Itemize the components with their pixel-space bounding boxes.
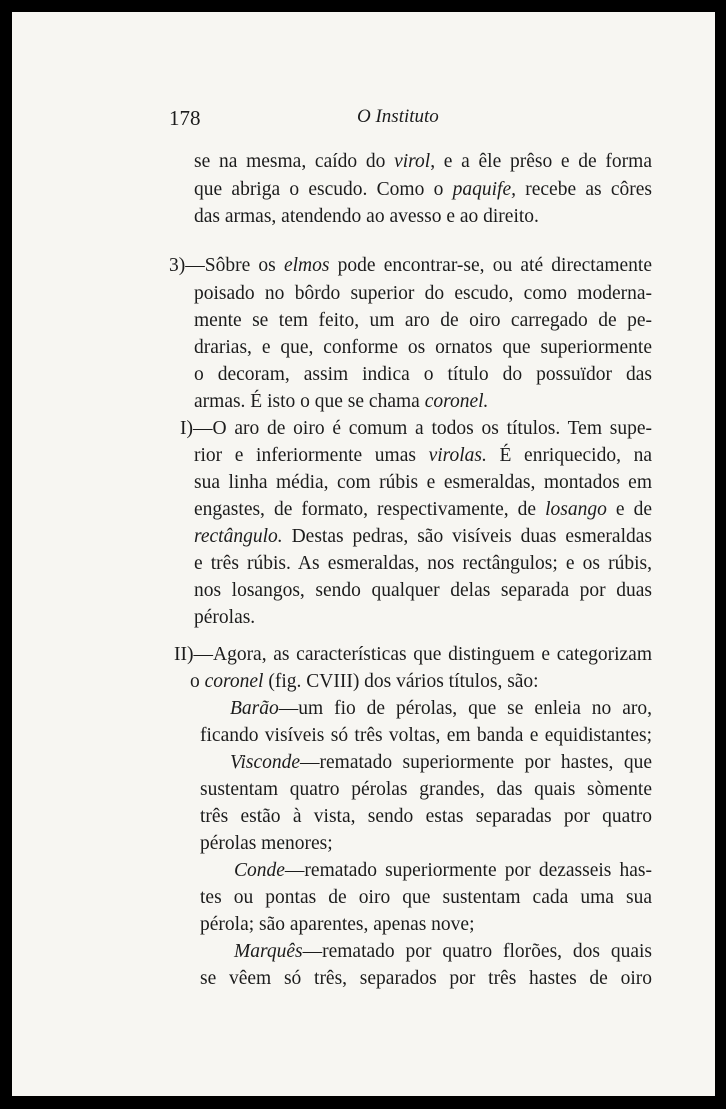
text-line bbox=[200, 966, 652, 992]
text-line bbox=[194, 443, 652, 469]
text-run: tes ou pontas de oiro que sustentam cada uma sua bbox=[200, 887, 652, 908]
text-line bbox=[194, 308, 652, 334]
text-line bbox=[200, 723, 652, 749]
italic-term: virol bbox=[394, 151, 431, 172]
text-run: —um fio de pérolas, que se enleia no aro, bbox=[278, 698, 652, 719]
text-run: drarias, e que, conforme os ornatos que superiormente bbox=[194, 337, 652, 358]
text-run: três estão à vista, sendo estas separadas por quatro bbox=[200, 806, 652, 827]
text-run: sua linha média, com rúbis e esmeraldas, montados em bbox=[194, 472, 652, 493]
text-line bbox=[174, 642, 652, 668]
italic-term: elmos bbox=[283, 255, 330, 276]
text-run: nos losangos, sendo qualquer delas separada por duas bbox=[194, 580, 652, 601]
text-line bbox=[194, 177, 652, 203]
text-run: o bbox=[190, 671, 205, 692]
book-page bbox=[12, 12, 715, 1096]
text-line bbox=[200, 804, 652, 830]
italic-term: Barão bbox=[230, 698, 279, 719]
text-line bbox=[180, 416, 652, 442]
italic-term: coronel bbox=[204, 671, 264, 692]
text-run: ficando visíveis só três voltas, em banda e equidistantes; bbox=[200, 725, 652, 746]
text-run: engastes, de formato, respectivamente, de bbox=[194, 499, 546, 520]
text-line bbox=[194, 524, 652, 550]
text-line bbox=[190, 669, 539, 695]
text-run: pérolas. bbox=[194, 607, 256, 628]
text-run: armas. É isto o que se chama bbox=[194, 391, 425, 412]
text-line bbox=[194, 335, 652, 361]
text-run: , e a êle prêso e de forma bbox=[430, 151, 652, 172]
text-line bbox=[194, 362, 652, 388]
page-number: 178 bbox=[169, 106, 201, 130]
text-line bbox=[200, 885, 652, 911]
text-line bbox=[194, 497, 652, 523]
text-line bbox=[194, 578, 652, 604]
text-run: II)—Agora, as características que distinguem e categorizam bbox=[174, 644, 652, 665]
text-run: mente se tem feito, um aro de oiro carregado de pe- bbox=[194, 310, 652, 331]
text-line bbox=[234, 858, 652, 884]
text-line bbox=[194, 281, 652, 307]
text-run: (fig. CVIII) dos vários títulos, são: bbox=[263, 671, 539, 692]
text-run: poisado no bôrdo superior do escudo, como moderna- bbox=[194, 283, 652, 304]
page-header bbox=[12, 106, 715, 132]
text-run: o decoram, assim indica o título do possuïdor das bbox=[194, 364, 652, 385]
text-run: e três rúbis. As esmeraldas, nos rectângulos; e os rúbis, bbox=[194, 553, 652, 574]
text-run: Destas pedras, são visíveis duas esmeraldas bbox=[282, 526, 652, 547]
text-run: —rematado superiormente por dezasseis has- bbox=[284, 860, 652, 881]
text-line bbox=[194, 149, 652, 175]
text-run: se vêem só três, separados por três hastes de oiro bbox=[200, 968, 652, 989]
text-run: pérolas menores; bbox=[200, 833, 333, 854]
text-run: e de bbox=[606, 499, 653, 520]
text-run: sustentam quatro pérolas grandes, das quais sòmente bbox=[200, 779, 652, 800]
text-run: —rematado por quatro florões, dos quais bbox=[302, 941, 652, 962]
text-run: que abriga o escudo. Como o bbox=[194, 179, 453, 200]
italic-term: coronel. bbox=[424, 391, 489, 412]
text-line bbox=[194, 551, 652, 577]
text-run: É enriquecido, na bbox=[486, 445, 652, 466]
text-run: —rematado superiormente por hastes, que bbox=[300, 752, 652, 773]
text-line bbox=[200, 831, 333, 857]
text-run: I)—O aro de oiro é comum a todos os títulos. Tem supe- bbox=[180, 418, 652, 439]
text-line bbox=[194, 605, 255, 631]
italic-term: rectângulo. bbox=[194, 526, 283, 547]
text-line bbox=[230, 750, 652, 776]
text-line bbox=[234, 939, 652, 965]
text-line bbox=[194, 389, 488, 415]
text-line bbox=[230, 696, 652, 722]
italic-term: losango bbox=[545, 499, 607, 520]
text-line bbox=[194, 204, 539, 230]
text-line bbox=[200, 777, 652, 803]
italic-term: paquife, bbox=[452, 179, 516, 200]
text-line bbox=[194, 470, 652, 496]
text-run: pode encontrar-se, ou até directamente bbox=[329, 255, 652, 276]
text-run: das armas, atendendo ao avesso e ao direito. bbox=[194, 206, 539, 227]
text-run: pérola; são aparentes, apenas nove; bbox=[200, 914, 475, 935]
italic-term: virolas. bbox=[428, 445, 487, 466]
italic-term: Visconde bbox=[230, 752, 301, 773]
text-line bbox=[200, 912, 475, 938]
running-title: O Instituto bbox=[357, 106, 439, 127]
text-run: 3)—Sôbre os bbox=[169, 255, 284, 276]
italic-term: Marquês bbox=[234, 941, 303, 962]
italic-term: Conde bbox=[234, 860, 285, 881]
text-line bbox=[169, 253, 652, 279]
text-run: recebe as côres bbox=[515, 179, 652, 200]
text-run: rior e inferiormente umas bbox=[194, 445, 429, 466]
text-run: se na mesma, caído do bbox=[194, 151, 395, 172]
